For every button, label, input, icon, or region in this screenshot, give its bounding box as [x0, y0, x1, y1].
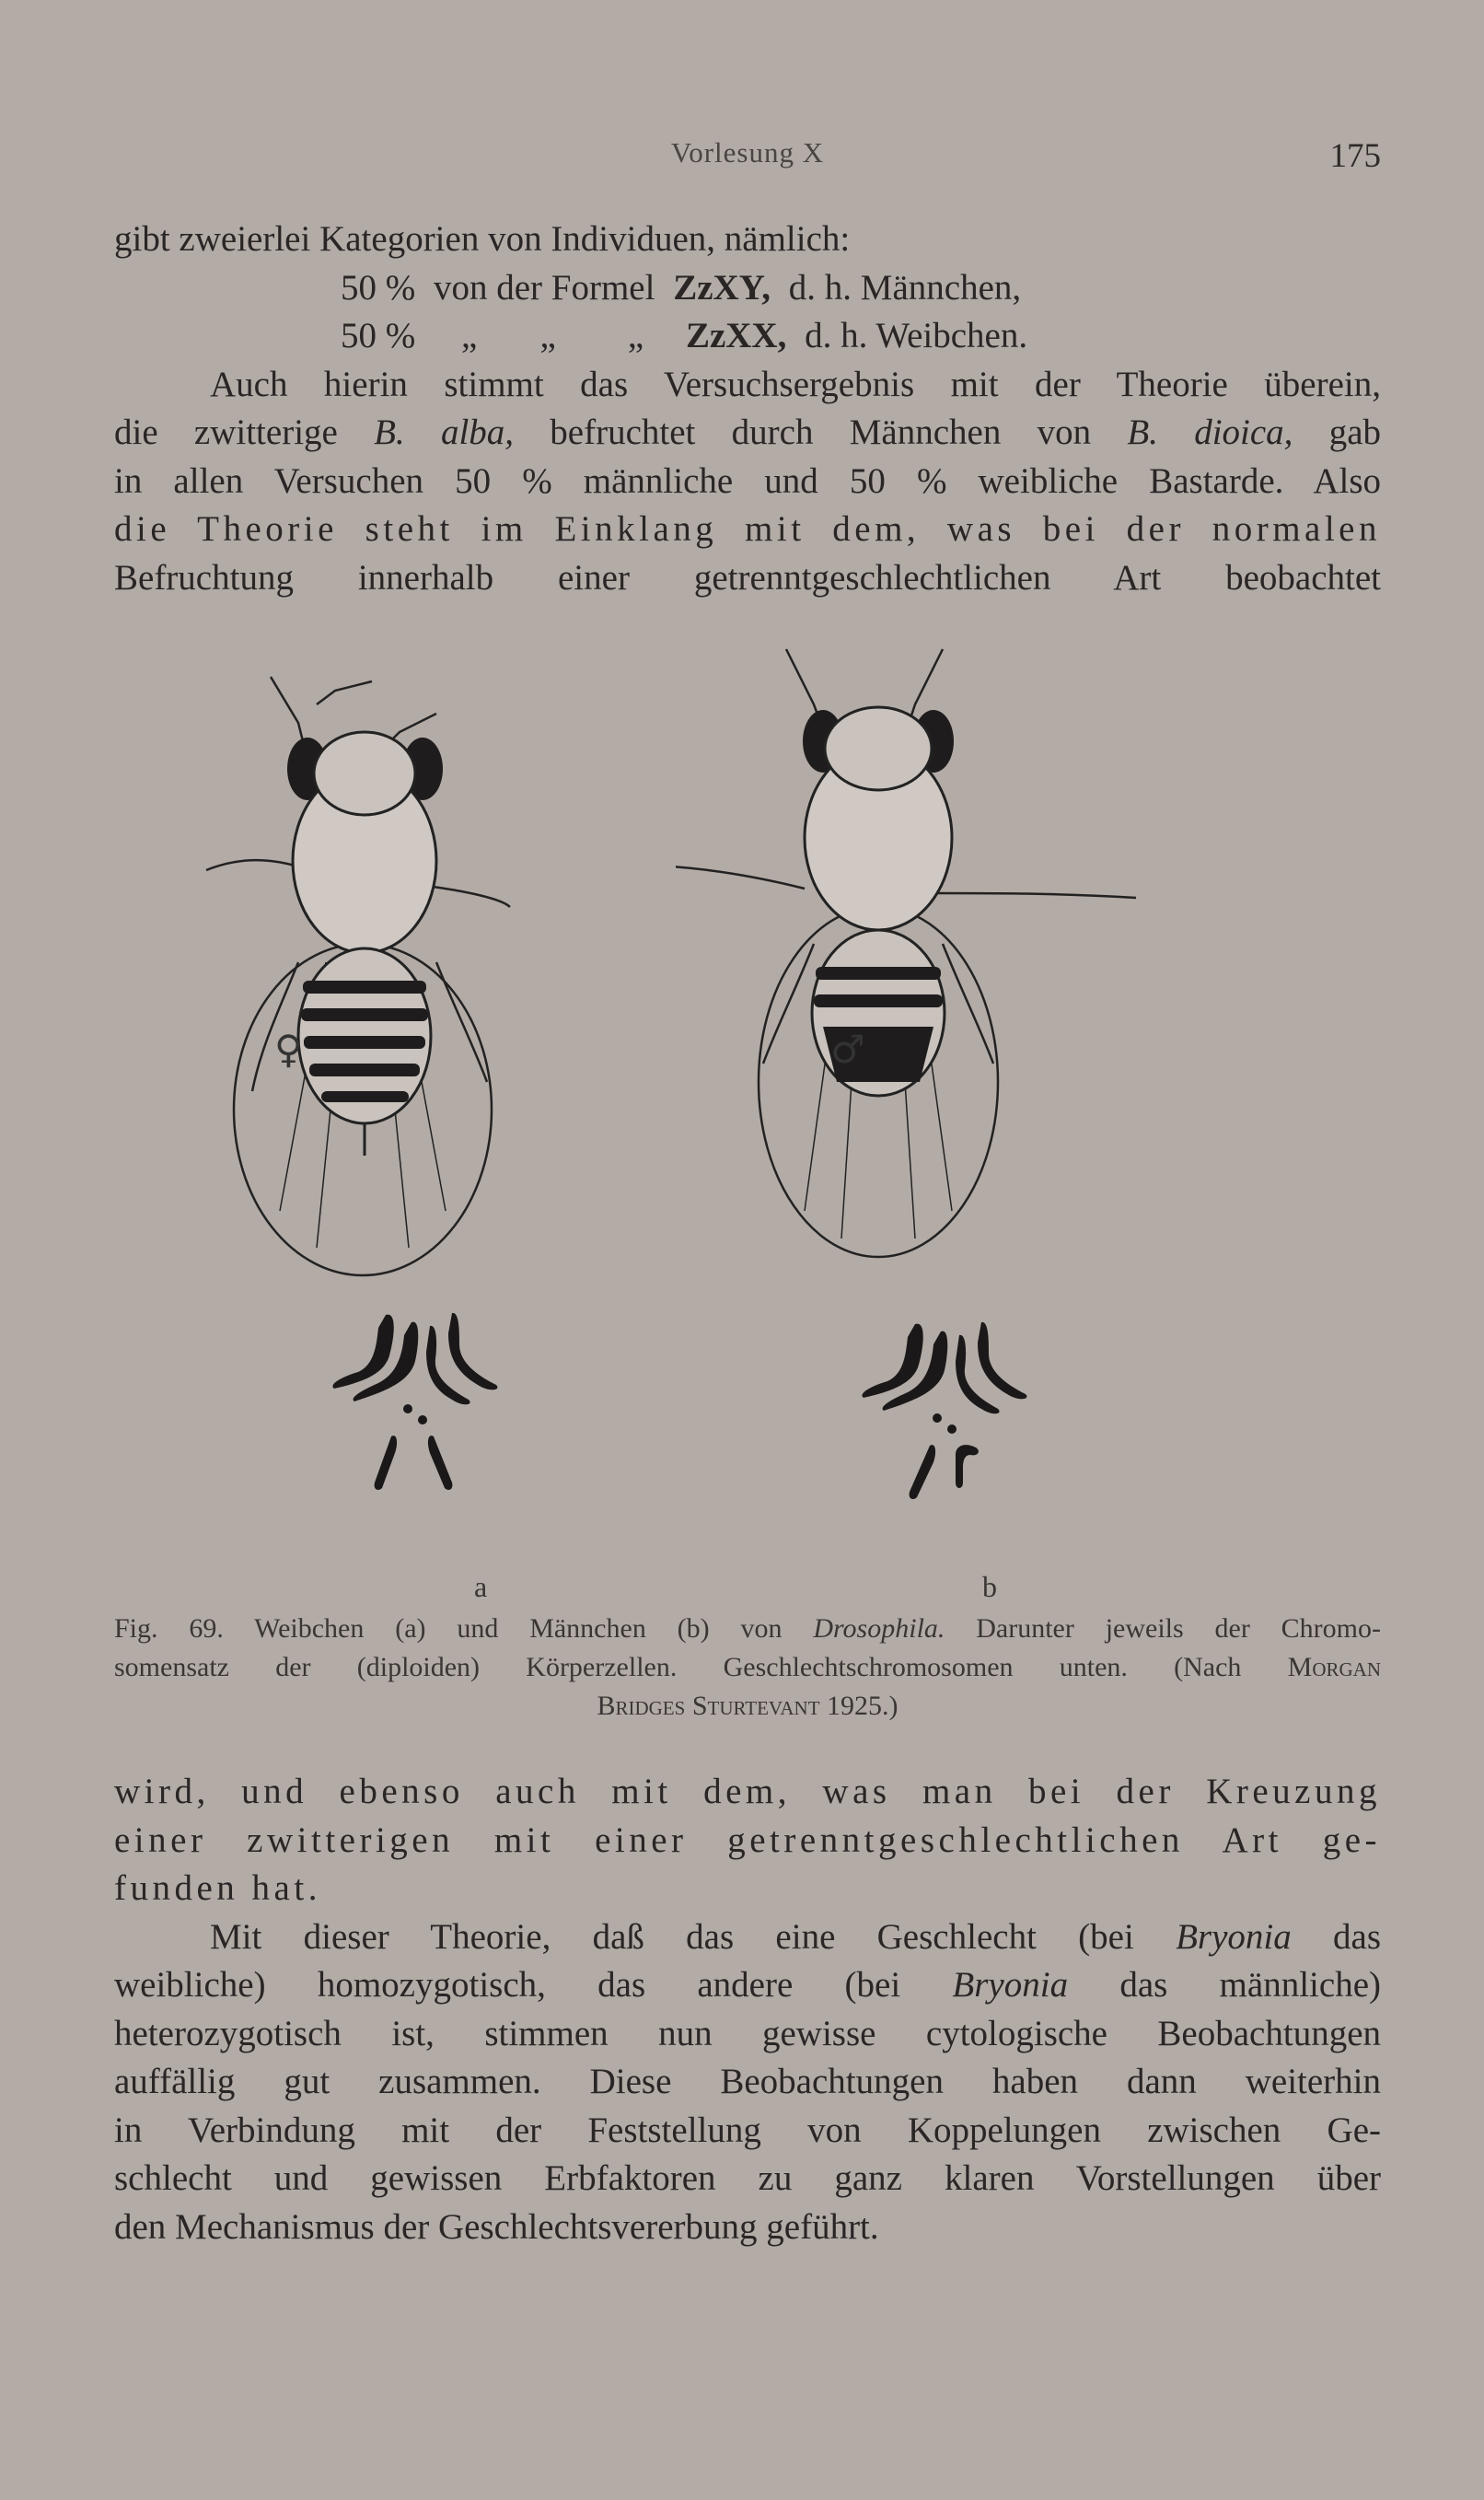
figure-number: Fig. 69.: [114, 1613, 224, 1644]
top-text: [114, 215, 1381, 602]
chromosome-set-b: [860, 1317, 1044, 1501]
formula-meaning: d. h. Männchen,: [788, 267, 1022, 308]
text-span: das: [1291, 1916, 1381, 1957]
formula-zzxx: ZzXX,: [685, 316, 787, 355]
text-line: auffällig gut zusammen. Diese Beobachtungen haben dann weiterhin: [114, 2062, 1381, 2101]
page-number: 175: [1329, 137, 1381, 175]
text-span: somensatz der (diploiden) Körperzellen. Geschlechtschromosomen unten. (Nach: [114, 1652, 1288, 1682]
chromosome-set-a: [330, 1308, 515, 1492]
caption-line: [114, 1687, 1381, 1726]
species-name: B. dioica,: [1127, 413, 1293, 452]
figure-69: [114, 640, 1381, 1607]
text-line: [114, 409, 1381, 458]
text-line: heterozygotisch ist, stimmen nun gewisse cytologische Beobachtungen: [114, 2013, 1381, 2053]
label-b: b: [982, 1570, 997, 1603]
genus-name: Bryonia: [952, 1965, 1069, 2005]
text-span: befruchtet durch Männchen von: [514, 413, 1128, 452]
text-span: das männliche): [1068, 1965, 1381, 2005]
author-name: Bridges: [597, 1691, 686, 1721]
text-span: Darunter jeweils der Chromo-: [945, 1613, 1381, 1644]
caption-line: [114, 1648, 1381, 1687]
percent-value: 50 %: [341, 267, 416, 308]
bottom-text: [114, 1768, 1381, 2251]
author-name: Morgan: [1287, 1652, 1381, 1682]
genus-name: Bryonia: [1176, 1916, 1292, 1957]
caption-line: [114, 1610, 1381, 1648]
label-a: a: [474, 1570, 488, 1603]
male-symbol: ♂: [830, 1027, 865, 1072]
ditto-marks: „ „ „: [461, 316, 644, 355]
text-line: [114, 1913, 1381, 1962]
text-line: in allen Versuchen 50 % männliche und 50 % weibliche Bastarde. Also: [114, 460, 1381, 501]
text-line: funden hat.: [114, 1868, 321, 1908]
text-span: 1925.): [819, 1691, 899, 1721]
formula-zzxy: ZzXY,: [673, 267, 771, 308]
text-line: Befruchtung innerhalb einer getrenntgeschlechtlichen Art beobachtet: [114, 557, 1381, 598]
formula-text: von der Formel: [434, 267, 655, 308]
female-symbol: ♀: [274, 1027, 303, 1072]
text-span: weibliche) homozygotisch, das andere (bei: [114, 1965, 953, 2005]
percent-value: 50 %: [341, 316, 416, 355]
text-span: Weibchen (a) und Männchen (b) von: [223, 1613, 814, 1644]
figure-caption: [114, 1610, 1381, 1726]
text-span: gab: [1293, 413, 1382, 452]
text-span: Mit dieser Theorie, daß das eine Geschlecht (bei: [210, 1916, 1177, 1957]
text-line: die Theorie steht im Einklang mit dem, was bei der normalen: [114, 509, 1381, 549]
formula-meaning: d. h. Weibchen.: [805, 316, 1028, 355]
text-line: wird, und ebenso auch mit dem, was man bei der Kreuzung: [114, 1772, 1381, 1811]
text-line: den Mechanismus der Geschlechtsvererbung geführt.: [114, 2206, 879, 2247]
text-span: die zwitterige: [114, 413, 375, 452]
male-fly-illustration: [676, 640, 1228, 1285]
formula-line-female: [114, 312, 1381, 361]
text-line: schlecht und gewissen Erbfaktoren zu ganz klaren Vorstellungen über: [114, 2158, 1381, 2198]
genus-name: Drosophila.: [813, 1613, 945, 1644]
species-name: B. alba,: [374, 413, 515, 452]
text-line: Auch hierin stimmt das Versuchsergebnis mit der Theorie überein,: [210, 364, 1381, 404]
text-line: einer zwitterigen mit einer getrenntgeschlechtlichen Art ge-: [114, 1820, 1381, 1860]
text-line: [114, 1961, 1381, 2010]
formula-line-male: [114, 264, 1381, 313]
page-header: [114, 136, 1381, 182]
author-name: Sturtevant: [691, 1691, 820, 1721]
female-fly-illustration: [169, 658, 556, 1285]
text-line: in Verbindung mit der Feststellung von Koppelungen zwischen Ge-: [114, 2110, 1381, 2150]
running-head: Vorlesung X: [670, 136, 825, 169]
text-line: gibt zweierlei Kategorien von Individuen, nämlich:: [114, 219, 851, 259]
